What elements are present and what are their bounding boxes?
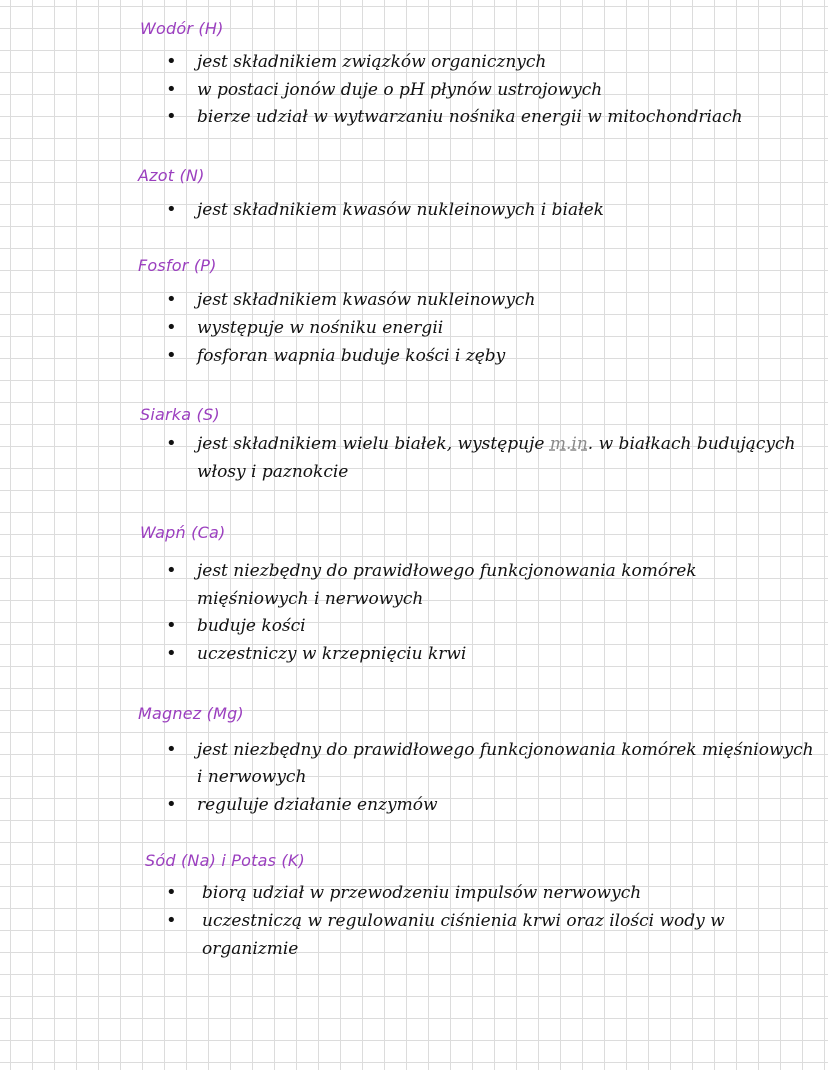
list-item-text: bierze udział w wytwarzaniu nośnika energii w mitochondriach xyxy=(197,107,743,127)
heading-siarka: Siarka (S) xyxy=(140,405,220,424)
bullet-icon: • xyxy=(166,317,177,338)
list-item-text: jest niezbędny do prawidłowego funkcjonowania komórek xyxy=(197,561,697,581)
heading-wapn: Wapń (Ca) xyxy=(140,523,226,542)
list-item-text: biorą udział w przewodzeniu impulsów nerwowych xyxy=(202,883,642,903)
list-item-text: jest składnikiem wielu białek, występuje m.in. w białkach budujących xyxy=(197,434,796,454)
bullet-icon: • xyxy=(166,739,177,760)
bullet-icon: • xyxy=(166,615,177,636)
list-item-text: uczestniczy w krzepnięciu krwi xyxy=(197,644,467,664)
bullet-icon: • xyxy=(166,433,177,454)
bullet-icon: • xyxy=(166,794,177,815)
list-item-text: jest składnikiem kwasów nukleinowych i białek xyxy=(197,200,604,220)
list-item-text: buduje kości xyxy=(197,616,306,636)
bullet-icon: • xyxy=(166,643,177,664)
list-item-text: mięśniowych i nerwowych xyxy=(197,589,424,609)
list-item-text: jest niezbędny do prawidłowego funkcjonowania komórek mięśniowych xyxy=(197,740,814,760)
bullet-icon: • xyxy=(166,882,177,903)
list-item-text: włosy i paznokcie xyxy=(197,462,349,482)
list-item-text: jest składnikiem związków organicznych xyxy=(197,52,547,72)
bullet-icon: • xyxy=(166,910,177,931)
list-item-text: reguluje działanie enzymów xyxy=(197,795,438,815)
bullet-icon: • xyxy=(166,51,177,72)
heading-fosfor: Fosfor (P) xyxy=(138,256,217,275)
list-item-text: w postaci jonów duje o pH płynów ustrojowych xyxy=(197,80,603,100)
list-item-text: jest składnikiem kwasów nukleinowych xyxy=(197,290,536,310)
bullet-icon: • xyxy=(166,199,177,220)
list-item-text: fosforan wapnia buduje kości i zęby xyxy=(197,346,506,366)
heading-azot: Azot (N) xyxy=(138,166,205,185)
list-item-text: i nerwowych xyxy=(197,767,307,787)
bullet-icon: • xyxy=(166,345,177,366)
heading-magnez: Magnez (Mg) xyxy=(138,704,244,723)
bullet-icon: • xyxy=(166,560,177,581)
list-item-text: organizmie xyxy=(202,939,299,959)
bullet-icon: • xyxy=(166,106,177,127)
bullet-icon: • xyxy=(166,289,177,310)
heading-sod-potas: Sód (Na) i Potas (K) xyxy=(145,851,305,870)
list-item-text: występuje w nośniku energii xyxy=(197,318,444,338)
bullet-icon: • xyxy=(166,79,177,100)
list-item-text: uczestniczą w regulowaniu ciśnienia krwi oraz ilości wody w xyxy=(202,911,725,931)
heading-wodor: Wodór (H) xyxy=(140,19,224,38)
